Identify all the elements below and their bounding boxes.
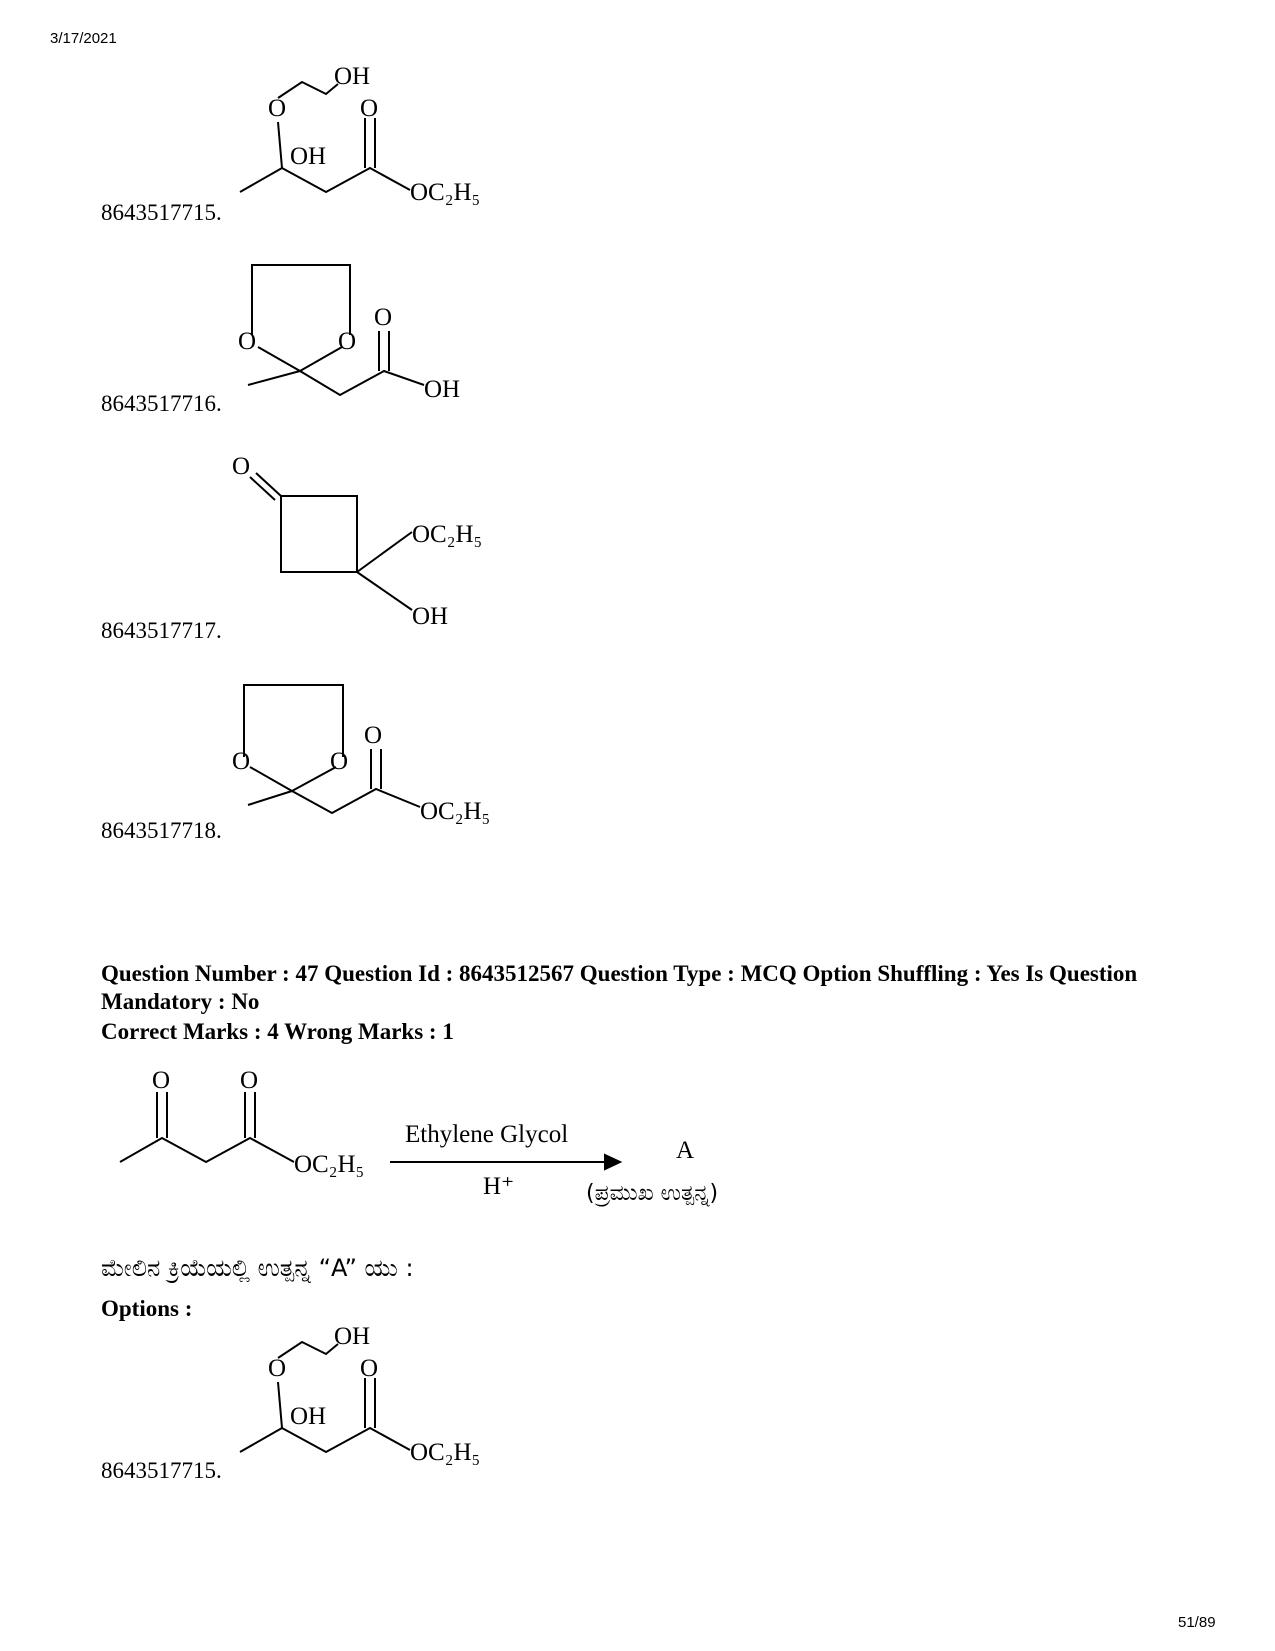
label-o-carbonyl: O xyxy=(374,304,393,331)
label-o-ring-left: O xyxy=(238,328,257,355)
structure-hydroxyethoxy-ester xyxy=(230,60,520,220)
label-oc2h5: OC₂H₅ xyxy=(412,521,483,548)
reagent-bottom: H⁺ xyxy=(483,1173,515,1200)
label-o-ring-left: O xyxy=(232,748,251,775)
options-label: Options : xyxy=(101,1296,193,1321)
option-id: 8643517715. xyxy=(101,1458,222,1483)
label-o-ester: O xyxy=(240,1067,259,1094)
label-oh-mid: OH xyxy=(290,143,327,170)
label-oh-mid: OH xyxy=(290,1403,327,1430)
option-id: 8643517717. xyxy=(101,618,222,643)
label-oh-top: OH xyxy=(334,63,371,90)
label-oh-top: OH xyxy=(334,1323,371,1350)
label-o-carbonyl: O xyxy=(360,1355,379,1382)
arrow-head-icon xyxy=(605,1155,620,1169)
label-o-ketone: O xyxy=(152,1067,171,1094)
label-o-carbonyl: O xyxy=(360,95,379,122)
question-marks: Correct Marks : 4 Wrong Marks : 1 xyxy=(101,1019,454,1044)
label-oc2h5: OC₂H₅ xyxy=(420,798,491,825)
question-meta: Question Number : 47 Question Id : 8643512567 Question Type : MCQ Option Shuffling : Yes Is Question Mandatory : No xyxy=(101,961,1138,1014)
structure-cyclobutanone xyxy=(230,450,510,640)
label-oc2h5: OC₂H₅ xyxy=(410,179,481,206)
reagent-top: Ethylene Glycol xyxy=(405,1121,569,1148)
label-o-carbonyl: O xyxy=(364,722,383,749)
label-o-ketone: O xyxy=(232,453,251,480)
question-text: ಮೇಲಿನ ಕ್ರಿಯೆಯಲ್ಲಿ ಉತ್ಪನ್ನ “A” ಯು : xyxy=(101,1254,414,1282)
label-oh: OH xyxy=(424,376,461,403)
label-oc2h5: OC₂H₅ xyxy=(410,1439,481,1466)
structure-dioxolane-acid xyxy=(230,255,490,415)
option-id: 8643517716. xyxy=(101,391,222,416)
label-o-ring-right: O xyxy=(330,748,349,775)
product-label: A xyxy=(676,1137,695,1164)
page-number: 51/89 xyxy=(1178,1614,1216,1631)
page-date: 3/17/2021 xyxy=(50,30,117,47)
label-oh: OH xyxy=(412,603,449,630)
label-o-ring-right: O xyxy=(338,328,357,355)
product-note: (ಪ್ರಮುಖ ಉತ್ಪನ್ನ) xyxy=(586,1181,719,1206)
label-oc2h5: OC₂H₅ xyxy=(294,1151,365,1178)
label-o-ether: O xyxy=(268,1355,287,1382)
structure-hydroxyethoxy-ester xyxy=(230,1320,520,1480)
structure-dioxolane-ester xyxy=(230,675,520,835)
option-id: 8643517718. xyxy=(101,818,222,843)
reaction-scheme xyxy=(100,1062,820,1222)
label-o-ether: O xyxy=(268,95,287,122)
option-id: 8643517715. xyxy=(101,200,222,225)
